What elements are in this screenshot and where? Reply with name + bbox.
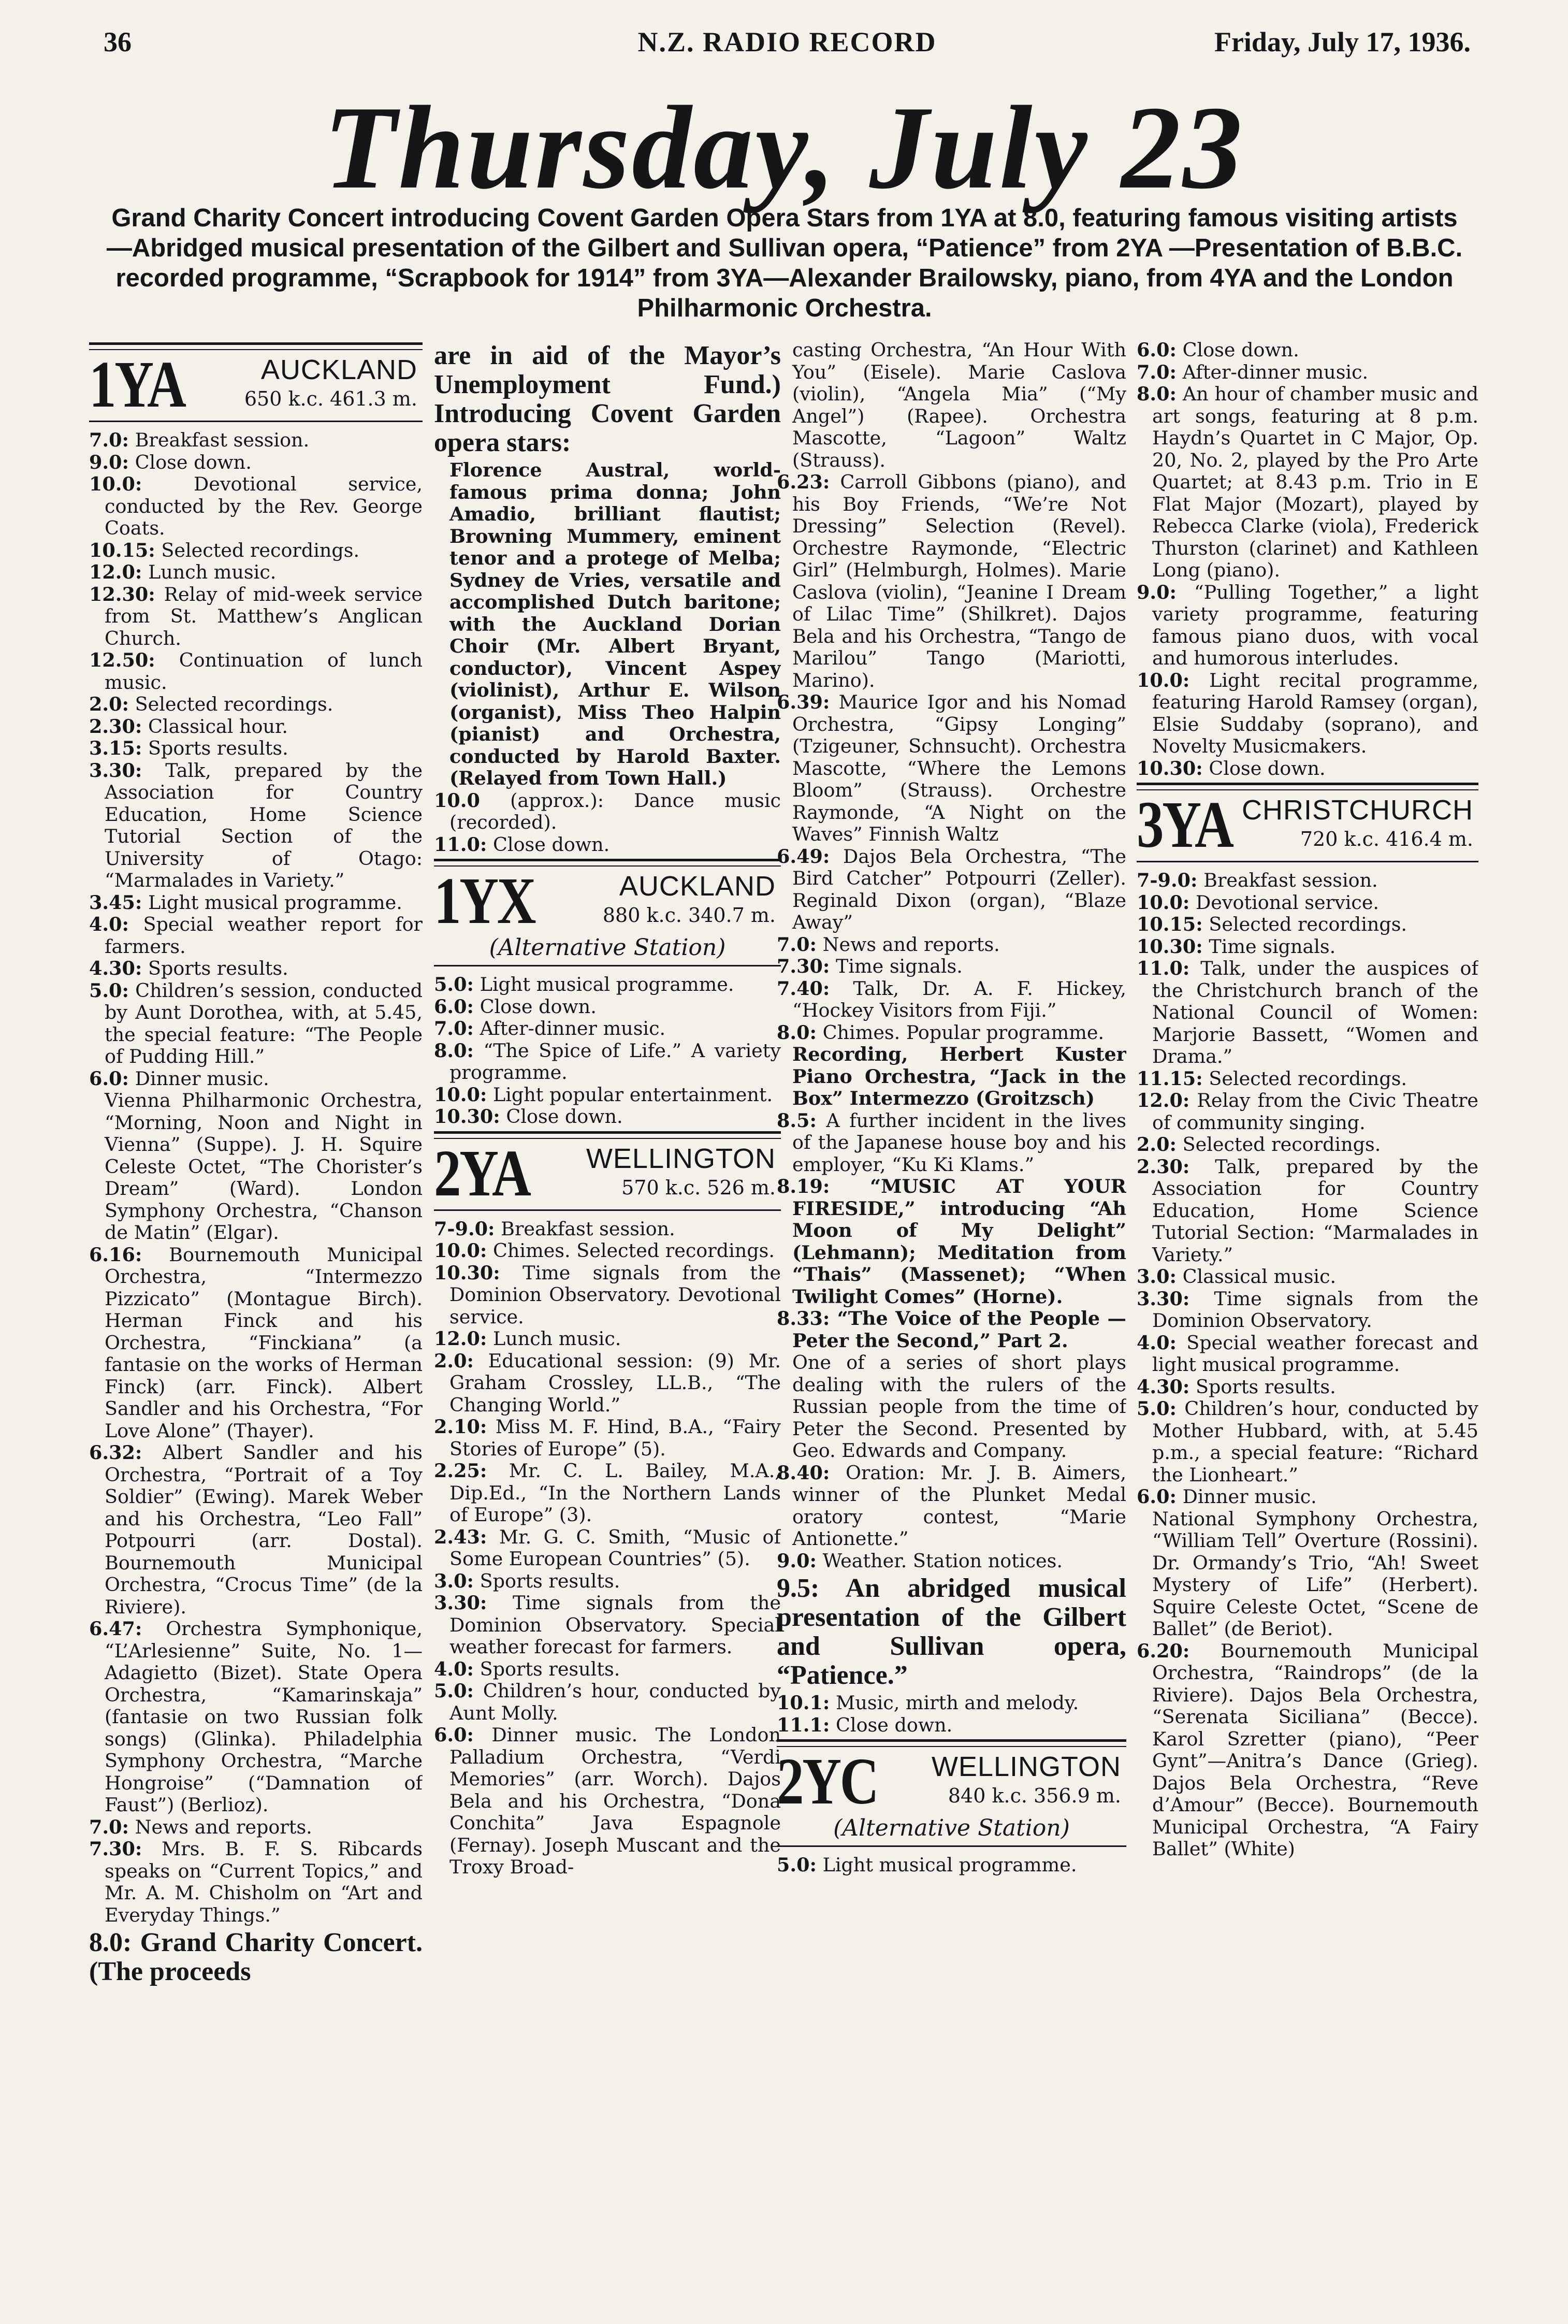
- schedule-time: 11.1:: [777, 1713, 830, 1736]
- music-fireside-feature: 8.19: “MUSIC AT YOUR FIRESIDE,” introducing “Ah Moon of My Delight” (Lehmann); Meditation from “Thais” (Massenet); “When Twilight Comes” (Horne).: [777, 1175, 1126, 1308]
- schedule-time: 7.0:: [89, 1815, 129, 1838]
- recording-feature: Recording, Herbert Kuster Piano Orchestra, “Jack in the Box” Intermezzo (Groitzsch): [792, 1043, 1126, 1109]
- schedule-text: Sports results.: [480, 1569, 620, 1592]
- schedule-text: Dinner music.: [1182, 1485, 1317, 1508]
- schedule-time: 8.5:: [777, 1109, 817, 1132]
- schedule-time: 4.30:: [89, 957, 142, 979]
- schedule-text: Selected recordings.: [135, 693, 333, 715]
- issue-date: Friday, July 17, 1936.: [1214, 26, 1471, 57]
- schedule-text: Orchestra Symphonique, “L’Arlesienne” Suite, No. 1—Adagietto (Bizet). State Opera Orchestra, “Kamarinskaja” (fantasie on two Russian folk songs) (Glinka). Philadelphia Symphony Orchestra, “Marche Hongroise” (“Damnation of Faust”) (Berlioz).: [105, 1618, 423, 1816]
- schedule-entry: [777, 956, 1126, 978]
- station-frequency: 840 k.c. 356.9 m.: [948, 1784, 1121, 1807]
- schedule-entry: [777, 846, 1126, 934]
- schedule-text: Chimes. Popular programme.: [822, 1021, 1105, 1044]
- schedule-time: 5.0:: [89, 979, 129, 1002]
- schedule-text: Albert Sandler and his Orchestra, “Portrait of a Toy Soldier” (Ewing). Marek Weber and his Orchestra, “Leo Fall” Potpourri (arr. Dostal). Bournemouth Municipal Orchestra, “Crocus Time” (de la Riviere).: [105, 1441, 423, 1618]
- schedule-time: 4.0:: [434, 1657, 474, 1680]
- station-callsign: 3YA: [1137, 788, 1232, 861]
- schedule-entry: [1137, 758, 1478, 780]
- schedule-entry: [434, 1592, 781, 1658]
- schedule-time: 6.0:: [89, 1067, 129, 1090]
- schedule-text: Relay of mid-week service from St. Matthew’s Anglican Church.: [105, 583, 423, 649]
- schedule-text: Light musical programme.: [480, 973, 734, 995]
- schedule-entry: [1137, 892, 1478, 914]
- schedule-entry: [1137, 1090, 1478, 1134]
- schedule-time: 7-9.0:: [1137, 869, 1198, 891]
- schedule-list: [434, 974, 781, 1128]
- schedule-entry: [89, 584, 423, 650]
- schedule-text: Children’s hour, conducted by Mother Hubbard, with, at 5.45 p.m., a special feature: “Richard the Lionheart.”: [1152, 1397, 1478, 1486]
- voice-of-people-details: One of a series of short plays dealing with the rulers of the Russian people from the time of Peter the Second. Presented by Geo. Edwards and Company.: [792, 1351, 1126, 1462]
- station-frequency: 880 k.c. 340.7 m.: [602, 904, 776, 927]
- schedule-entry: [434, 1416, 781, 1460]
- schedule-time: 10.0:: [1137, 669, 1190, 691]
- column-2: [434, 339, 781, 2303]
- schedule-time: 3.0:: [434, 1569, 474, 1592]
- schedule-entry: [89, 1442, 423, 1618]
- continued-dinner-music: casting Orchestra, “An Hour With You” (Eisele). Marie Caslova (violin), “Angela Mia” (“My Angel”) (Rapee). Orchestra Mascotte, “Lagoon” Waltz (Strauss).: [792, 339, 1126, 471]
- schedule-text: Weather. Station notices.: [822, 1549, 1063, 1572]
- schedule-list: [1137, 870, 1478, 1508]
- schedule-text: Close down.: [480, 995, 597, 1018]
- schedule-entry: [1137, 582, 1478, 670]
- schedule-entry: [89, 892, 423, 914]
- schedule-time: 12.0:: [1137, 1089, 1190, 1112]
- schedule-text: Special weather forecast and light musical programme.: [1152, 1331, 1478, 1376]
- schedule-entry: [1137, 1486, 1478, 1508]
- schedule-time: 8.40:: [777, 1461, 830, 1484]
- schedule-text: Music, mirth and melody.: [835, 1692, 1079, 1714]
- voice-of-people-feature: 8.33: “The Voice of the People —Peter the Second,” Part 2.: [777, 1307, 1126, 1352]
- schedule-text: Close down.: [835, 1713, 953, 1736]
- schedule-list: [1137, 339, 1478, 780]
- schedule-entry: [1137, 1156, 1478, 1266]
- schedule-entry: [434, 1724, 781, 1879]
- schedule-text: Close down.: [492, 833, 610, 856]
- schedule-text: Breakfast session.: [1203, 869, 1378, 891]
- schedule-time: 6.0:: [434, 1724, 474, 1746]
- schedule-time: 10.15:: [89, 539, 155, 561]
- schedule-time: 2.0:: [434, 1349, 474, 1372]
- schedule-text: Selected recordings.: [161, 539, 360, 561]
- schedule-time: 10.15:: [1137, 913, 1203, 935]
- schedule-entry: [1137, 1266, 1478, 1288]
- schedule-time: 11.0:: [434, 833, 487, 856]
- schedule-text: Selected recordings.: [1182, 1133, 1381, 1156]
- schedule-time: 6.23:: [777, 471, 830, 493]
- schedule-text: Close down.: [135, 451, 252, 473]
- schedule-time: 10.0:: [434, 1239, 487, 1262]
- station-alternative-label: (Alternative Station): [489, 934, 726, 961]
- schedule-text: Dinner music. The London Palladium Orchestra, “Verdi Memories” (arr. Worch). Dajos Bela and his Orchestra, “Dona Conchita” Java Espagnole (Fernay). Joseph Muscant and the Troxy Broad-: [449, 1724, 781, 1878]
- schedule-text: Mrs. B. F. S. Ribcards speaks on “Current Topics,” and Mr. A. M. Chisholm on “Art and Everyday Things.”: [105, 1838, 423, 1926]
- schedule-text: (approx.): Dance music (recorded).: [449, 789, 781, 833]
- schedule-text: Dinner music.: [135, 1067, 269, 1090]
- schedule-text: Talk, prepared by the Association for Country Education, Home Science Tutorial Section of the University of Otago: “Marmalades in Variety.”: [105, 759, 423, 891]
- schedule-entry: [89, 694, 423, 716]
- station-rule: [777, 1845, 1126, 1847]
- schedule-entry: [434, 1526, 781, 1570]
- station-callsign: 1YX: [434, 864, 535, 937]
- schedule-entry: [89, 1816, 423, 1839]
- column-3: [777, 339, 1126, 2303]
- schedule-text: Lunch music.: [148, 561, 277, 583]
- schedule-list: [89, 1244, 423, 1927]
- station-callsign: 2YA: [434, 1136, 530, 1210]
- schedule-entry: [434, 1240, 781, 1262]
- schedule-entry: [1137, 1288, 1478, 1332]
- schedule-text: Chimes. Selected recordings.: [492, 1239, 775, 1262]
- station-city: CHRISTCHURCH: [1242, 795, 1473, 826]
- schedule-time: 6.16:: [89, 1243, 142, 1266]
- schedule-time: 12.30:: [89, 583, 155, 605]
- schedule-text: Light popular entertainment.: [492, 1083, 773, 1106]
- schedule-time: 6.49:: [777, 845, 830, 868]
- schedule-time: 2.0:: [1137, 1133, 1177, 1156]
- schedule-text: Sports results.: [148, 737, 288, 759]
- schedule-text: Sports results.: [148, 957, 288, 979]
- schedule-time: 7.30:: [89, 1838, 142, 1860]
- schedule-text: Oration: Mr. J. B. Aimers, winner of the Plunket Medal oratory contest, “Marie Antionette.”: [792, 1461, 1126, 1550]
- schedule-text: Miss M. F. Hind, B.A., “Fairy Stories of Europe” (5).: [449, 1416, 781, 1460]
- station-block-1yx: [434, 859, 781, 966]
- schedule-time: 12.50:: [89, 649, 155, 671]
- schedule-entry: [777, 1022, 1126, 1044]
- schedule-list: [434, 790, 781, 856]
- schedule-entry: [1137, 670, 1478, 758]
- schedule-list: [1137, 1640, 1478, 1860]
- schedule-time: 10.0:: [1137, 891, 1190, 914]
- schedule-text: Carroll Gibbons (piano), and his Boy Friends, “We’re Not Dressing” Selection (Revel). Orchestre Raymonde, “Electric Girl” (Helmburgh, Holmes). Marie Caslova (violin), “Jeanine I Dream of Lilac Time” (Shilkret). Dajos Bela and his Orchestra, “Tango de Marilou” Tango (Mariotti, Marino).: [792, 471, 1126, 691]
- schedule-time: 12.0:: [89, 561, 142, 583]
- station-block-2yc: [777, 1739, 1126, 1847]
- schedule-time: 12.0:: [434, 1327, 487, 1350]
- station-frequency: 720 k.c. 416.4 m.: [1300, 828, 1473, 850]
- station-city: AUCKLAND: [260, 354, 417, 385]
- schedule-entry: [434, 1658, 781, 1681]
- schedule-entry: [1137, 958, 1478, 1068]
- schedule-time: 10.0:: [89, 473, 142, 495]
- concert-continuation: are in aid of the Mayor’s Unemployment Fund.) Introducing Covent Garden opera stars:: [434, 341, 781, 457]
- schedule-text: Breakfast session.: [135, 429, 310, 451]
- schedule-text: Sports results.: [480, 1657, 620, 1680]
- schedule-time: 5.0:: [434, 973, 474, 995]
- schedule-time: 4.30:: [1137, 1375, 1190, 1398]
- schedule-text: Educational session: (9) Mr. Graham Crossley, LL.B., “The Changing World.”: [449, 1349, 781, 1416]
- schedule-entry: [89, 958, 423, 980]
- schedule-text: Classical music.: [1182, 1265, 1337, 1288]
- schedule-entry: [434, 996, 781, 1018]
- schedule-entry: [1137, 1640, 1478, 1860]
- schedule-list: [777, 1692, 1126, 1736]
- schedule-list: [777, 471, 1126, 1044]
- schedule-time: 3.0:: [1137, 1265, 1177, 1288]
- schedule-text: Time signals.: [1209, 935, 1336, 958]
- station-frequency: 570 k.c. 526 m.: [621, 1176, 776, 1199]
- schedule-entry: [89, 914, 423, 958]
- schedule-entry: [1137, 936, 1478, 958]
- schedule-entry: [89, 980, 423, 1068]
- page-title: Thursday, July 23: [323, 81, 1245, 213]
- schedule-time: 6.0:: [1137, 339, 1177, 361]
- schedule-time: 5.0:: [777, 1854, 817, 1876]
- station-frequency: 650 k.c. 461.3 m.: [244, 387, 417, 410]
- schedule-list: [777, 1462, 1126, 1572]
- schedule-text: Devotional service.: [1195, 891, 1380, 914]
- schedule-text: Light musical programme.: [148, 891, 402, 914]
- page-number: 36: [104, 26, 132, 57]
- intro-paragraph: Grand Charity Concert introducing Covent Garden Opera Stars from 1YA at 8.0, featuring famous visiting artists—Abridged musical presentation of the Gilbert and Sullivan opera, “Patience” from 2YA —Presentation of B.B.C. recorded programme, “Scrapbook for 1914” from 3YA—Alexander Brailowsky, piano, from 4YA and the London Philharmonic Orchestra.: [106, 204, 1463, 322]
- schedule-entry: [1137, 339, 1478, 362]
- schedule-text: Light recital programme, featuring Harold Ramsey (organ), Elsie Suddaby (soprano), and Novelty Musicmakers.: [1152, 669, 1478, 757]
- schedule-entry: [434, 790, 781, 834]
- schedule-entry: [89, 649, 423, 694]
- schedule-time: 2.25:: [434, 1460, 487, 1482]
- schedule-time: 2.0:: [89, 693, 129, 715]
- schedule-text: Talk, under the auspices of the Christchurch branch of the National Council of Women: Marjorie Bassett, “Women and Drama.”: [1152, 957, 1478, 1067]
- schedule-text: Bournemouth Municipal Orchestra, “Raindrops” (de la Riviere). Dajos Bela Orchestra, “Serenata Siciliana” (Becce). Karol Szretter (piano), “Peer Gynt”—Anitra’s Dance (Grieg). Dajos Bela Orchestra, “Reve d’Amour” (Becce). Bournemouth Municipal Orchestra, “A Fairy Ballet” (White): [1152, 1639, 1478, 1860]
- schedule-time: 6.0:: [434, 995, 474, 1018]
- schedule-entry: [434, 1018, 781, 1040]
- schedule-text: “The Spice of Life.” A variety programme.: [449, 1039, 781, 1084]
- station-callsign: 2YC: [777, 1744, 878, 1818]
- schedule-time: 6.47:: [89, 1618, 142, 1640]
- schedule-text: Close down.: [1182, 339, 1299, 361]
- schedule-time: 10.0: [434, 789, 480, 812]
- schedule-entry: [434, 1460, 781, 1526]
- schedule-text: Mr. G. C. Smith, “Music of Some European Countries” (5).: [449, 1525, 781, 1570]
- schedule-text: A further incident in the lives of the Japanese house boy and his employer, “Ku Ki Klams.”: [792, 1109, 1126, 1176]
- schedule-time: 2.30:: [1137, 1155, 1190, 1178]
- schedule-entry: [434, 1084, 781, 1106]
- schedule-time: 8.0:: [434, 1039, 474, 1062]
- schedule-entry: [777, 1550, 1126, 1572]
- schedule-time: 5.0:: [434, 1680, 474, 1702]
- schedule-entry: [434, 974, 781, 996]
- schedule-text: An hour of chamber music and art songs, featuring at 8 p.m. Haydn’s Quartet in C Major, Op. 20, No. 2, played by the Pro Arte Quartet; at 8.43 p.m. Trio in E Flat Major (Mozart), played by Rebecca Clarke (viola), Frederick Thurston (clarinet) and Kathleen Long (piano).: [1152, 383, 1478, 581]
- schedule-entry: [1137, 1068, 1478, 1090]
- schedule-entry: [434, 1570, 781, 1593]
- column-4: [1137, 339, 1478, 2303]
- schedule-text: Continuation of lunch music.: [105, 649, 423, 694]
- schedule-time: 3.45:: [89, 891, 142, 914]
- schedule-entry: [777, 1692, 1126, 1714]
- schedule-time: 7.30:: [777, 955, 830, 977]
- schedule-time: 3.15:: [89, 737, 142, 759]
- schedule-text: News and reports.: [135, 1815, 312, 1838]
- schedule-entry: [1137, 1134, 1478, 1156]
- station-callsign: 1YA: [89, 348, 185, 421]
- schedule-time: 10.1:: [777, 1692, 830, 1714]
- schedule-entry: [434, 834, 781, 856]
- schedule-list: [89, 429, 423, 1090]
- schedule-text: Classical hour.: [148, 715, 288, 738]
- schedule-text: After-dinner music.: [480, 1017, 666, 1040]
- schedule-text: Bournemouth Municipal Orchestra, “Intermezzo Pizzicato” (Montague Birch). Herman Finck and his Orchestra, “Finckiana” (a fantasie on the works of Herman Finck) (arr. Finck). Albert Sandler and his Orchestra, “For Love Alone” (Thayer).: [105, 1243, 423, 1442]
- schedule-time: 4.0:: [1137, 1331, 1177, 1354]
- schedule-text: Mr. C. L. Bailey, M.A., Dip.Ed., “In the Northern Lands of Europe” (3).: [449, 1460, 781, 1526]
- schedule-entry: [89, 561, 423, 584]
- schedule-time: 7.0:: [777, 933, 817, 956]
- schedule-text: Devotional service, conducted by the Rev. George Coats.: [105, 473, 423, 539]
- schedule-entry: [1137, 1332, 1478, 1376]
- schedule-time: 10.30:: [434, 1261, 500, 1284]
- schedule-text: Talk, prepared by the Association for Country Education, Home Science Tutorial Section: “Marmalades in Variety.”: [1152, 1155, 1478, 1266]
- schedule-time: 6.20:: [1137, 1639, 1190, 1662]
- station-rule: [434, 965, 781, 966]
- station-city: AUCKLAND: [619, 871, 776, 902]
- schedule-time: 2.43:: [434, 1525, 487, 1548]
- schedule-text: After-dinner music.: [1182, 360, 1369, 383]
- schedule-entry: [434, 1680, 781, 1724]
- schedule-entry: [777, 1714, 1126, 1737]
- schedule-time: 7.0:: [1137, 360, 1177, 383]
- schedule-time: 6.0:: [1137, 1485, 1177, 1508]
- schedule-time: 3.30:: [1137, 1287, 1190, 1310]
- column-1: [89, 339, 423, 2303]
- schedule-time: 9.0:: [777, 1549, 817, 1572]
- schedule-list: [777, 1854, 1126, 1876]
- schedule-time: 7-9.0:: [434, 1217, 495, 1240]
- schedule-time: 10.0:: [434, 1083, 487, 1106]
- schedule-entry: [777, 471, 1126, 691]
- schedule-time: 11.0:: [1137, 957, 1190, 979]
- schedule-time: 6.39:: [777, 691, 830, 713]
- schedule-text: Special weather report for farmers.: [105, 913, 423, 958]
- schedule-entry: [777, 978, 1126, 1022]
- schedule-entry: [89, 1068, 423, 1090]
- schedule-text: “Pulling Together,” a light variety programme, featuring famous piano duos, with vocal and humorous interludes.: [1152, 581, 1478, 669]
- schedule-text: Talk, Dr. A. F. Hickey, “Hockey Visitors from Fiji.”: [792, 977, 1126, 1021]
- schedule-text: Relay from the Civic Theatre of community singing.: [1152, 1089, 1478, 1134]
- schedule-entry: [1137, 914, 1478, 936]
- schedule-text: Selected recordings.: [1209, 913, 1407, 935]
- schedule-text: Dajos Bela Orchestra, “The Bird Catcher” Potpourri (Zeller). Reginald Dixon (organ), “Blaze Away”: [792, 845, 1126, 933]
- schedule-time: 10.30:: [434, 1105, 500, 1128]
- schedule-time: 11.15:: [1137, 1067, 1203, 1090]
- schedule-entry: [777, 1110, 1126, 1176]
- schedule-time: 3.30:: [89, 759, 142, 782]
- schedule-entry: [89, 452, 423, 474]
- schedule-time: 7.0:: [89, 429, 129, 451]
- schedule-text: Children’s session, conducted by Aunt Dorothea, with, at 5.45, the special feature: “The People of Pudding Hill.”: [105, 979, 423, 1067]
- schedule-text: Time signals.: [835, 955, 963, 977]
- schedule-entry: [777, 691, 1126, 846]
- schedule-text: Time signals from the Dominion Observatory. Special weather forecast for farmers.: [449, 1592, 781, 1658]
- schedule-entry: [89, 1244, 423, 1442]
- schedule-text: Time signals from the Dominion Observatory.: [1152, 1287, 1478, 1332]
- patience-feature: 9.5: An abridged musical presentation of the Gilbert and Sullivan opera, “Patience.”: [777, 1574, 1126, 1690]
- station-block-3ya: [1137, 783, 1478, 862]
- schedule-entry: [1137, 383, 1478, 582]
- schedule-text: Close down.: [506, 1105, 623, 1128]
- schedule-entry: [89, 716, 423, 738]
- schedule-entry: [89, 1838, 423, 1926]
- opera-stars-list: Florence Austral, world-famous prima donna; John Amadio, brilliant flautist; Browning Mummery, eminent tenor and a protege of Melba; Sydney de Vries, versatile and accomplished Dutch baritone; with the Auckland Dorian Choir (Mr. Albert Bryant, conductor), Vincent Aspey (violinist), Arthur E. Wilson (organist), Miss Theo Halpin (pianist) and Orchestra, conducted by Harold Baxter. (Relayed from Town Hall.): [449, 459, 781, 789]
- schedule-entry: [89, 738, 423, 760]
- schedule-time: 2.30:: [89, 715, 142, 738]
- dinner-music-details: Vienna Philharmonic Orchestra, “Morning, Noon and Night in Vienna” (Suppe). J. H. Squire Celeste Octet, “The Chorister’s Dream” (Ward). London Symphony Orchestra, “Chanson de Matin” (Elgar).: [105, 1089, 423, 1244]
- schedule-entry: [89, 473, 423, 540]
- schedule-entry: [777, 934, 1126, 956]
- schedule-time: 9.0:: [1137, 581, 1177, 603]
- station-city: WELLINGTON: [586, 1143, 776, 1174]
- schedule-list: [434, 1218, 781, 1879]
- schedule-entry: [434, 1328, 781, 1350]
- schedule-list: [777, 1110, 1126, 1176]
- schedule-entry: [434, 1262, 781, 1329]
- schedule-time: 7.40:: [777, 977, 830, 1000]
- schedule-text: Time signals from the Dominion Observatory. Devotional service.: [449, 1261, 781, 1328]
- schedule-time: 8.0:: [1137, 383, 1177, 405]
- station-city: WELLINGTON: [931, 1751, 1121, 1782]
- schedule-text: News and reports.: [822, 933, 1000, 956]
- schedule-text: Close down.: [1209, 757, 1326, 780]
- schedule-time: 9.0:: [89, 451, 129, 473]
- schedule-entry: [89, 760, 423, 892]
- station-block-2ya: [434, 1131, 781, 1211]
- schedule-text: Light musical programme.: [822, 1854, 1077, 1876]
- schedule-entry: [434, 1040, 781, 1084]
- schedule-time: 10.30:: [1137, 757, 1203, 780]
- schedule-entry: [1137, 362, 1478, 384]
- schedule-time: 7.0:: [434, 1017, 474, 1040]
- page-header: [104, 26, 1471, 62]
- station-alternative-label: (Alternative Station): [833, 1815, 1070, 1841]
- publication-name: N.Z. RADIO RECORD: [637, 26, 937, 57]
- schedule-text: Maurice Igor and his Nomad Orchestra, “Gipsy Longing” (Tzigeuner, Schnsucht). Orchestra Mascotte, “Where the Lemons Bloom” (Strauss). Orchestre Raymonde, “A Night on the Waves” Finnish Waltz: [792, 691, 1126, 845]
- schedule-time: 3.30:: [434, 1592, 487, 1614]
- schedule-time: 8.0:: [777, 1021, 817, 1044]
- grand-charity-concert: 8.0: Grand Charity Concert. (The proceeds: [89, 1928, 423, 1986]
- schedule-entry: [434, 1218, 781, 1240]
- schedule-entry: [434, 1350, 781, 1417]
- schedule-entry: [1137, 870, 1478, 892]
- schedule-time: 6.32:: [89, 1441, 142, 1464]
- schedule-time: 5.0:: [1137, 1397, 1177, 1420]
- schedule-text: Breakfast session.: [501, 1217, 675, 1240]
- schedule-entry: [1137, 1398, 1478, 1486]
- schedule-entry: [1137, 1376, 1478, 1398]
- schedule-text: Lunch music.: [492, 1327, 621, 1350]
- schedule-time: 4.0:: [89, 913, 129, 935]
- schedule-entry: [89, 1618, 423, 1816]
- schedule-entry: [777, 1854, 1126, 1876]
- schedule-entry: [434, 1106, 781, 1128]
- schedule-time: 2.10:: [434, 1416, 487, 1438]
- station-block-1ya: [89, 342, 423, 422]
- schedule-entry: [89, 429, 423, 452]
- schedule-text: Sports results.: [1195, 1375, 1336, 1398]
- schedule-entry: [777, 1462, 1126, 1550]
- schedule-entry: [89, 540, 423, 562]
- schedule-text: Selected recordings.: [1209, 1067, 1407, 1090]
- dinner-music-details: National Symphony Orchestra, “William Tell” Overture (Rossini). Dr. Ormandy’s Trio, “Ah! Sweet Mystery of Life” (Herbert). Squire Celeste Octet, “Scene de Ballet” (de Beriot).: [1152, 1507, 1478, 1640]
- schedule-time: 10.30:: [1137, 935, 1203, 958]
- schedule-text: Children’s hour, conducted by Aunt Molly.: [449, 1680, 781, 1724]
